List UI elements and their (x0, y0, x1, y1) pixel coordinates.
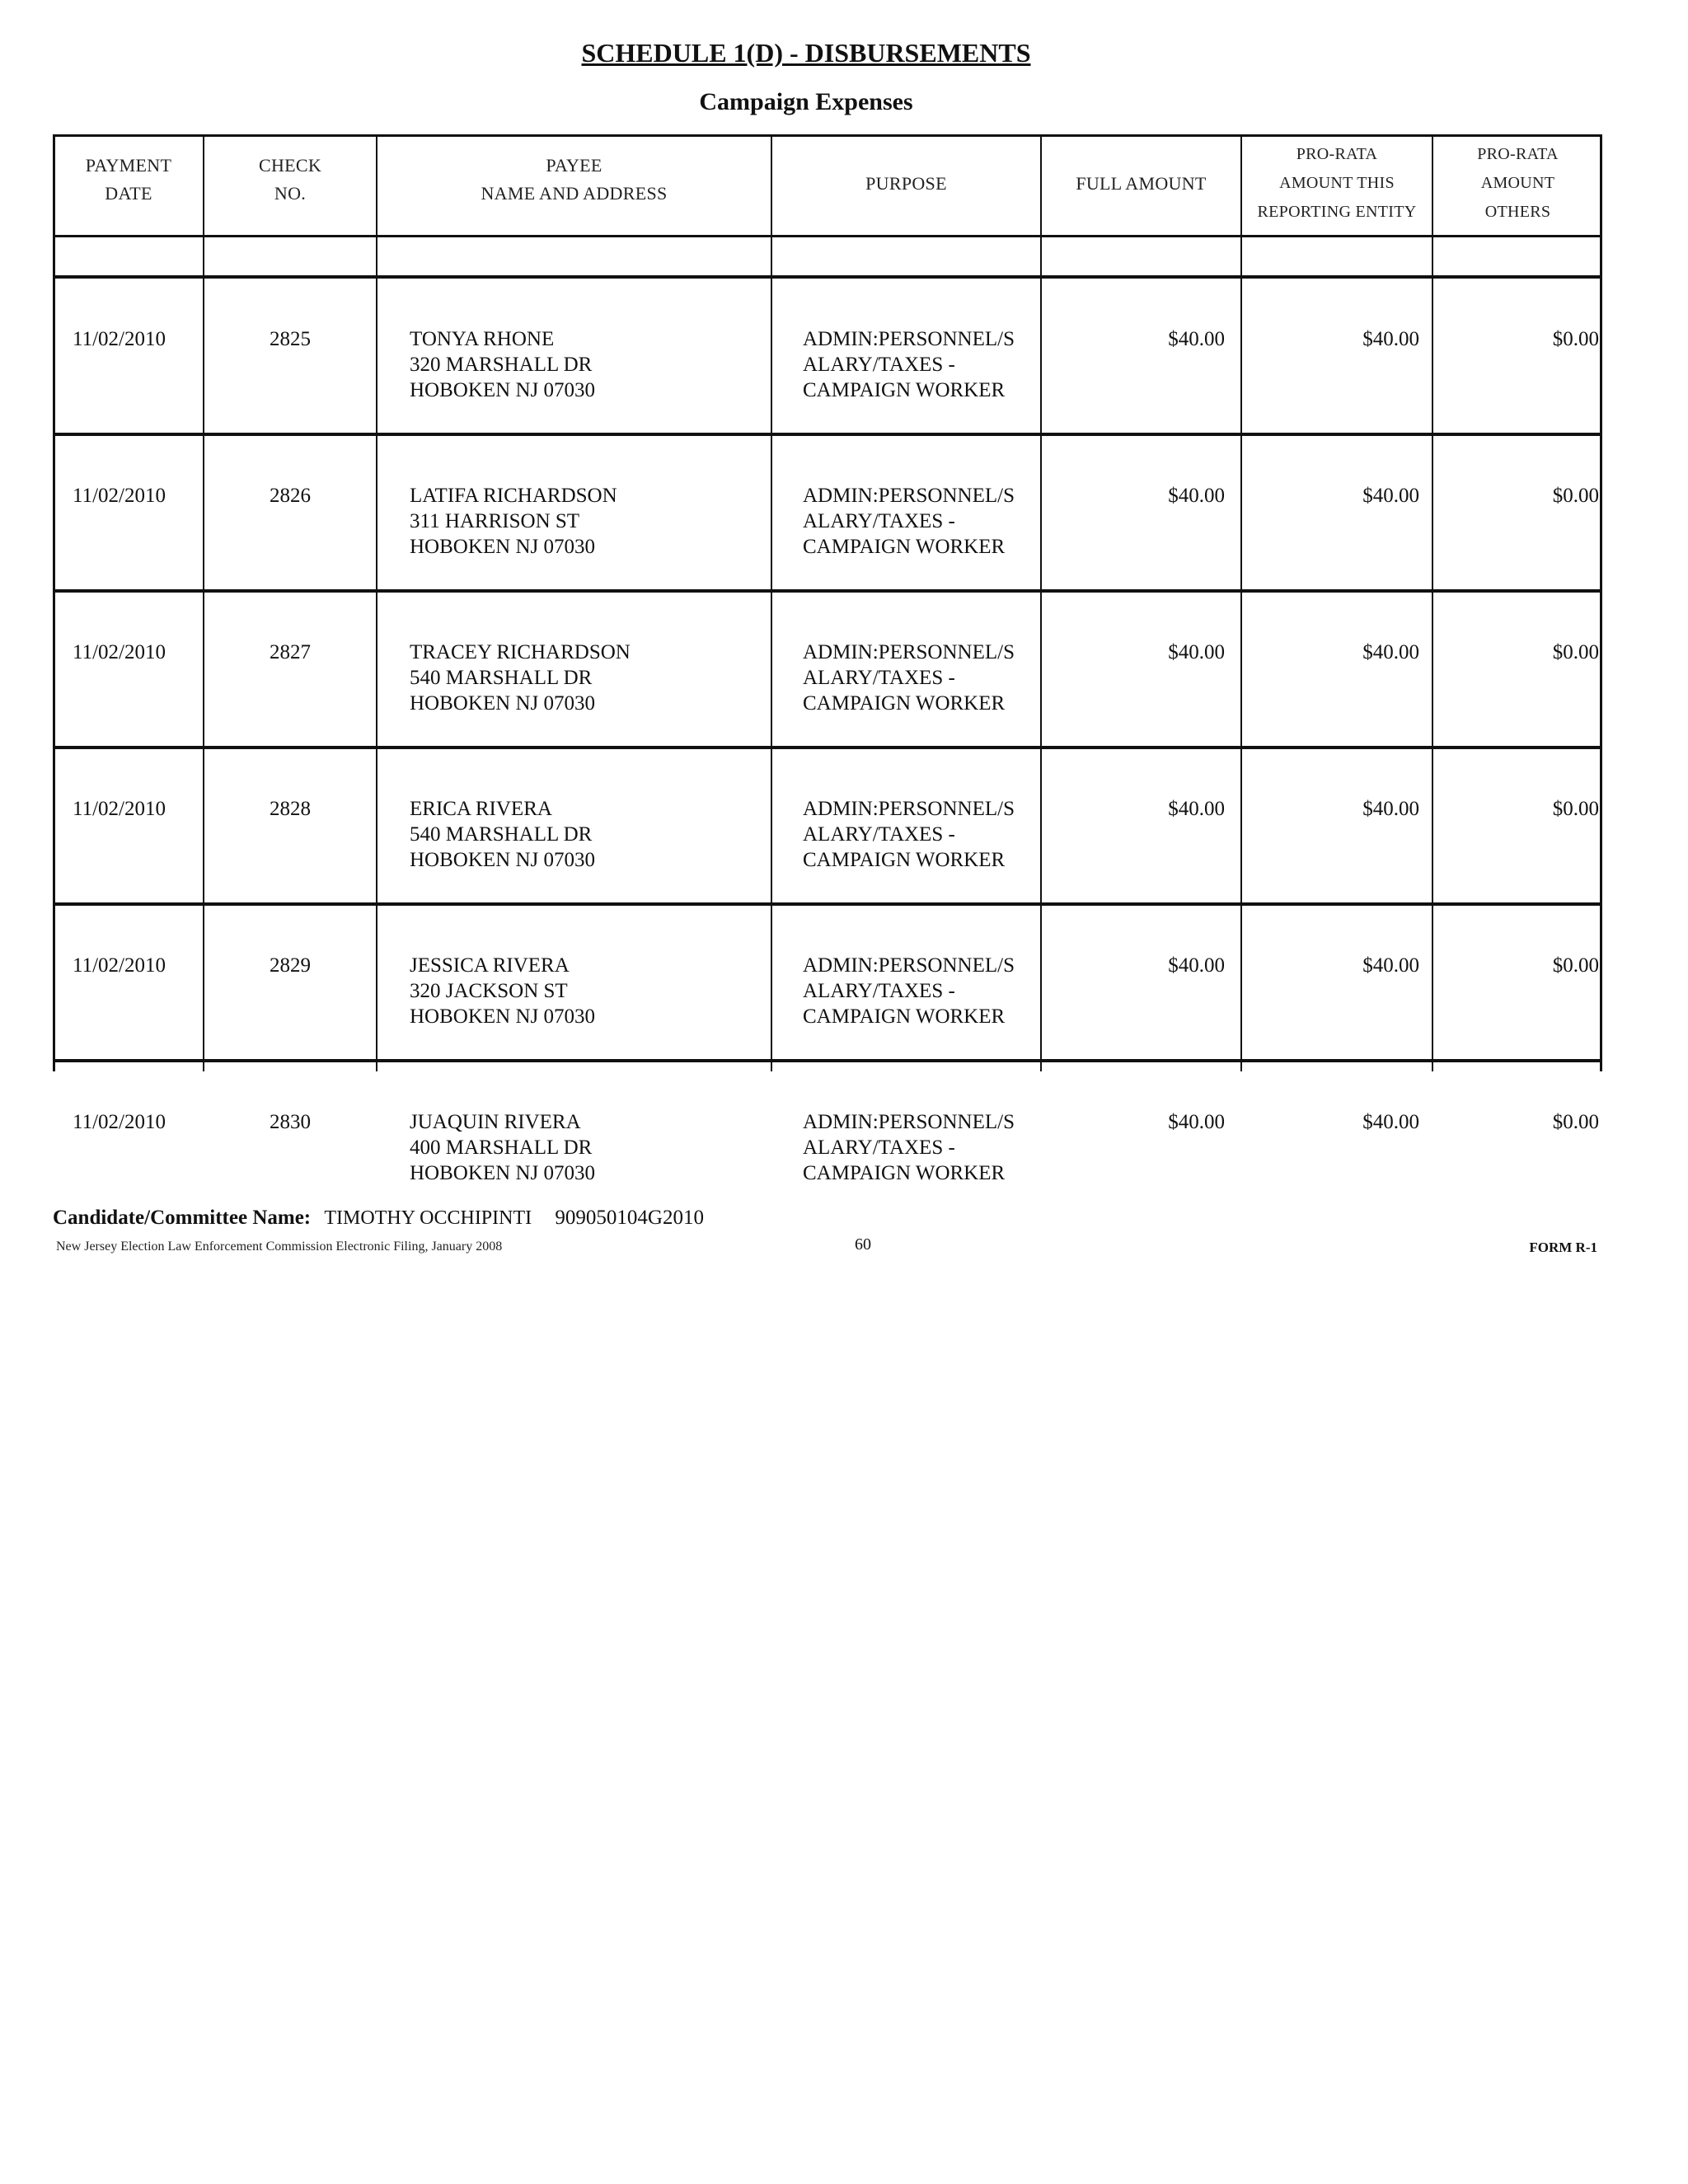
agency-note: New Jersey Election Law Enforcement Commission Electronic Filing, January 2008 (56, 1240, 503, 1254)
col-header-line: DATE (105, 183, 152, 204)
payee-line: HOBOKEN NJ 07030 (410, 692, 595, 715)
check-number: 2827 (270, 641, 311, 663)
col-header-line: PAYMENT (85, 155, 172, 176)
purpose-line: ADMIN:PERSONNEL/S (803, 641, 1015, 663)
purpose-line: CAMPAIGN WORKER (803, 692, 1006, 715)
payee-line: 311 HARRISON ST (410, 510, 580, 532)
payee-line: JESSICA RIVERA (410, 954, 570, 977)
col-header-line: CHECK (258, 155, 322, 176)
committee-name-label: Candidate/Committee Name: (53, 1207, 312, 1229)
payee-line: HOBOKEN NJ 07030 (410, 536, 595, 558)
prorata-amount-others: $0.00 (1552, 1111, 1599, 1133)
payment-date: 11/02/2010 (73, 954, 166, 977)
row-rule (53, 1059, 1602, 1062)
full-amount: $40.00 (1168, 798, 1225, 820)
prorata-amount-this: $40.00 (1362, 1111, 1419, 1133)
payee-line: 320 MARSHALL DR (410, 354, 593, 376)
purpose-line: ADMIN:PERSONNEL/S (803, 954, 1015, 977)
purpose-line: ADMIN:PERSONNEL/S (803, 485, 1015, 507)
full-amount: $40.00 (1168, 641, 1225, 663)
purpose-line: CAMPAIGN WORKER (803, 379, 1006, 401)
payee-name-address (410, 326, 595, 403)
purpose-line: ALARY/TAXES - (803, 667, 955, 689)
committee-name: TIMOTHY OCCHIPINTI (324, 1207, 532, 1229)
full-amount: $40.00 (1168, 328, 1225, 350)
payee-line: TRACEY RICHARDSON (410, 641, 631, 663)
prorata-amount-this: $40.00 (1362, 641, 1419, 663)
payment-date: 11/02/2010 (73, 641, 166, 663)
prorata-amount-this: $40.00 (1362, 485, 1419, 507)
prorata-amount-this: $40.00 (1362, 954, 1419, 977)
full-amount: $40.00 (1168, 485, 1225, 507)
payee-line: 540 MARSHALL DR (410, 667, 593, 689)
column-rule (376, 134, 377, 1071)
row-rule (53, 746, 1602, 749)
full-amount: $40.00 (1168, 1111, 1225, 1133)
prorata-amount-others: $0.00 (1552, 798, 1599, 820)
column-rule (1040, 134, 1042, 1071)
payee-line: JUAQUIN RIVERA (410, 1111, 581, 1133)
purpose-line: CAMPAIGN WORKER (803, 536, 1006, 558)
col-header-line: AMOUNT THIS (1279, 174, 1395, 192)
row-rule (53, 433, 1602, 436)
col-header-purpose: PURPOSE (865, 173, 947, 194)
purpose-line: ALARY/TAXES - (803, 354, 955, 376)
purpose (803, 326, 1015, 403)
col-header-line: NAME AND ADDRESS (481, 183, 668, 204)
payee-line: HOBOKEN NJ 07030 (410, 1005, 595, 1028)
check-number: 2826 (270, 485, 311, 507)
payee-line: HOBOKEN NJ 07030 (410, 379, 595, 401)
payee-line: LATIFA RICHARDSON (410, 485, 617, 507)
payee-line: 540 MARSHALL DR (410, 823, 593, 846)
check-number: 2828 (270, 798, 311, 820)
prorata-amount-others: $0.00 (1552, 954, 1599, 977)
purpose (803, 483, 1015, 560)
purpose-line: ALARY/TAXES - (803, 823, 955, 846)
schedule-subtitle: Campaign Expenses (699, 88, 913, 115)
col-header-line: AMOUNT (1480, 174, 1555, 192)
page-number: 60 (855, 1235, 871, 1254)
row-rule (53, 275, 1602, 279)
col-header-check-no (204, 152, 376, 208)
purpose-line: CAMPAIGN WORKER (803, 849, 1006, 871)
purpose (803, 1109, 1015, 1186)
row-rule (53, 902, 1602, 906)
payment-date: 11/02/2010 (73, 1111, 166, 1133)
col-header-prorata-others (1433, 140, 1602, 227)
prorata-amount-others: $0.00 (1552, 485, 1599, 507)
payee-name-address (410, 796, 595, 873)
column-rule (771, 134, 772, 1071)
check-number: 2829 (270, 954, 311, 977)
col-header-prorata-this (1242, 140, 1432, 227)
check-number: 2830 (270, 1111, 311, 1133)
col-header-line: PRO-RATA (1477, 145, 1559, 163)
purpose (803, 796, 1015, 873)
purpose-line: ALARY/TAXES - (803, 1137, 955, 1159)
column-rule (1432, 134, 1433, 1071)
prorata-amount-others: $0.00 (1552, 641, 1599, 663)
col-header-line: OTHERS (1484, 203, 1551, 221)
column-rule (1240, 134, 1242, 1071)
col-header-line: PAYEE (546, 155, 603, 176)
row-rule (53, 589, 1602, 593)
header-rule (53, 235, 1602, 237)
purpose-line: ALARY/TAXES - (803, 980, 955, 1002)
payee-line: HOBOKEN NJ 07030 (410, 1162, 595, 1184)
col-header-full-amount: FULL AMOUNT (1076, 173, 1207, 194)
payee-line: 320 JACKSON ST (410, 980, 568, 1002)
payment-date: 11/02/2010 (73, 485, 166, 507)
prorata-amount-others: $0.00 (1552, 328, 1599, 350)
committee-name-line (53, 1207, 704, 1230)
committee-id: 909050104G2010 (555, 1207, 704, 1229)
purpose (803, 640, 1015, 716)
purpose-line: ALARY/TAXES - (803, 510, 955, 532)
purpose-line: ADMIN:PERSONNEL/S (803, 328, 1015, 350)
payee-line: TONYA RHONE (410, 328, 555, 350)
form-id: FORM R-1 (1529, 1240, 1597, 1255)
prorata-amount-this: $40.00 (1362, 798, 1419, 820)
col-header-payment-date (54, 152, 203, 208)
schedule-title: SCHEDULE 1(D) - DISBURSEMENTS (581, 38, 1031, 68)
payee-line: HOBOKEN NJ 07030 (410, 849, 595, 871)
payee-name-address (410, 953, 595, 1029)
payee-name-address (410, 1109, 595, 1186)
payment-date: 11/02/2010 (73, 328, 166, 350)
purpose (803, 953, 1015, 1029)
prorata-amount-this: $40.00 (1362, 328, 1419, 350)
full-amount: $40.00 (1168, 954, 1225, 977)
payee-line: 400 MARSHALL DR (410, 1137, 593, 1159)
purpose-line: CAMPAIGN WORKER (803, 1162, 1006, 1184)
payee-name-address (410, 640, 631, 716)
payee-line: ERICA RIVERA (410, 798, 552, 820)
check-number: 2825 (270, 328, 311, 350)
payee-name-address (410, 483, 617, 560)
purpose-line: ADMIN:PERSONNEL/S (803, 798, 1015, 820)
column-rule (203, 134, 204, 1071)
col-header-line: NO. (274, 183, 307, 204)
col-header-payee (377, 152, 771, 208)
col-header-line: REPORTING ENTITY (1257, 203, 1417, 221)
col-header-line: PRO-RATA (1296, 145, 1378, 163)
purpose-line: ADMIN:PERSONNEL/S (803, 1111, 1015, 1133)
payment-date: 11/02/2010 (73, 798, 166, 820)
purpose-line: CAMPAIGN WORKER (803, 1005, 1006, 1028)
